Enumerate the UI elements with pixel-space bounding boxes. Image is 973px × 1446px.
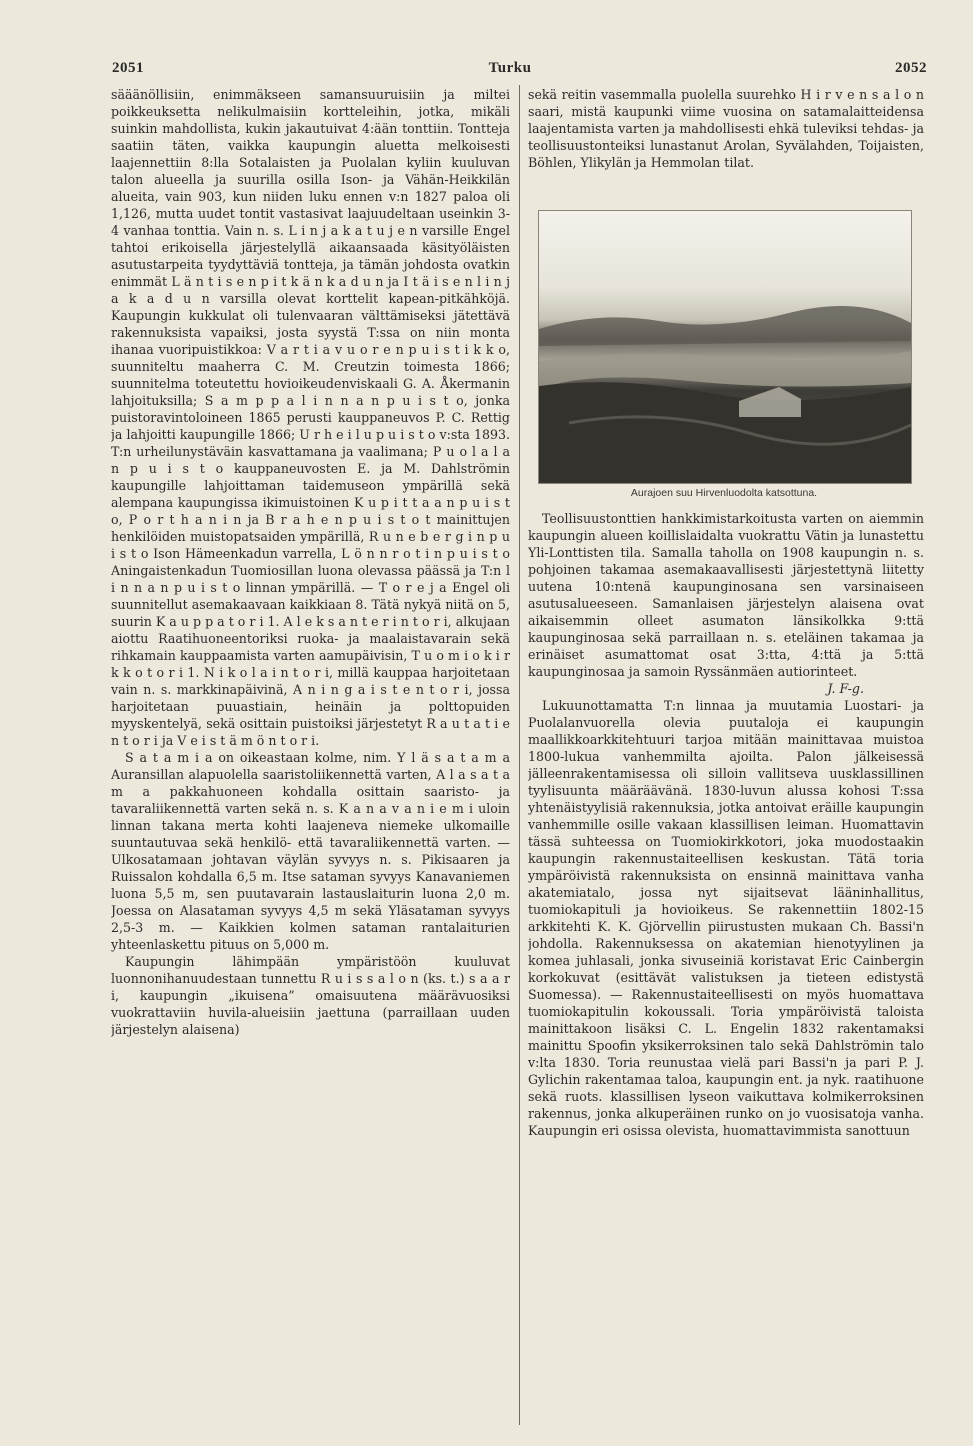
right-column-top <box>528 86 924 206</box>
right-column-bottom <box>528 510 924 1430</box>
paragraph: S a t a m i a on oikeastaan kolme, nim. Y l ä s a t a m a Auransillan alapuolella saaristoliikennettä varten, A l a s a t a m a pakkahuoneen kohdalla osittain saaristo- ja tavaraliikennettä varten sekä n. s. K a n a v a n i e m i uloin linnan takana merta kohti laajeneva niemeke ulkomaille suuntautuvaa sekä henkilö- että tavaraliikennettä varten. — Ulkosatamaan johtavan väylän syvyys n. s. Pikisaaren ja Ruissalon kohdalla 6,5 m. Itse sataman syvyys Kanavaniemen luona 5,5 m, sen puutavarain lastauslaiturin luona 2,0 m. Joessa on Alasataman syvyys 4,5 m sekä Yläsataman syvyys 2,5-3 m. — Kaikkien kolmen sataman rantalaiturien yhteenlaskettu pituus on 5,000 m. <box>111 750 510 952</box>
left-column <box>111 86 510 1432</box>
author-signature: J. F-g. <box>827 681 864 696</box>
paragraph: Teollisuustonttien hankkimistarkoitusta varten on aiemmin kaupungin alueen koillislaidalta vuokrattu Vätin ja lunastettu Yli-Lonttisten tila. Samalla taholla on 1908 kaupungin n. s. pohjoinen takamaa asemakaavallisesti järjestettynä liitetty uutena 10:ntenä kaupunginosana sen varsinaiseen asutusalueeseen. Samanlaisen järjestelyn alaisena ovat aikaisemmin olleet asumaton länsikolkka 9:ttä kaupunginosaa sekä parraillaan n. s. eteläinen takamaa ja erinäiset asumattomat osat 3:tta, 4:ttä ja 5:ttä kaupunginosaa ja samoin Ryssänmäen autiorinteet. <box>528 511 924 679</box>
river-mouth-photo <box>538 210 912 484</box>
paragraph: sääänöllisiin, enimmäkseen samansuuruisiin ja miltei poikkeuksetta nelikulmaisiin kortteleihin, jotka, mikäli suinkin mahdollista, kukin jakautuivat 4:ään tonttiin. Tontteja saatiin täten, vaikka kaupungin aluetta melkoisesti laajennettiin 8:lla Sotalaisten ja Puolalan kyliin kuuluvan talon alueella ja suurilla osilla Ison- ja Vähän-Heikkilän alueita, vain 903, kun niiden luku ennen v:n 1827 paloa oli 1,126, mutta uudet tontit vastasivat laajuudeltaan useinkin 3-4 vanhaa tonttia. Vain n. s. L i n j a k a t u j e n varsille Engel tahtoi erikoisella järjestelyllä aikaansaada käsityöläisten asutustarpeita tyydyttäviä tontteja, ja tämän johdosta ovatkin enimmät L ä n t i s e n p i t k ä n k a d u n ja I t ä i s e n l i n j a k a d u n varsilla olevat korttelit kapean-pitkähköjä. Kaupungin kukkulat oli tulenvaaran välttämiseksi jätettävä rakennuksista vapaiksi, josta syystä T:ssa on niin monta ihanaa vuoripuistikkoa: V a r t i a v u o r e n p u i s t i k k o, suunniteltu maaherra C. M. Creutzin toimesta 1866; suunnitelma toteutettu hovioikeudenviskaali G. A. Åkermanin lahjoituksilla; S a m p p a l i n n a n p u i s t o, jonka puistoravintoloineen 1865 perusti kauppaneuvos P. C. Rettig ja lahjoitti kaupungille 1866; U r h e i l u p u i s t o v:sta 1893. T:n urheilunystäväin kasvattamana ja vaalimana; P u o l a l a n p u i s t o kauppaneuvosten E. ja M. Dahlströmin kaupungille lahjoittaman taidemuseon ympärillä sekä alempana kaupungissa ikimuistoinen K u p i t t a a n p u i s t o, P o r t h a n i n ja B r a h e n p u i s t o t mainittujen henkilöiden muistopatsaiden ympärillä, R u n e b e r g i n p u i s t o Ison Hämeenkadun varrella, L ö n n r o t i n p u i s t o Aningaistenkadun Tuomiosillan luona olevassa päässä ja T:n l i n n a n p u i s t o linnan ympärillä. — T o r e j a Engel oli suunnitellut asemakaavaan kaikkiaan 8. Tätä nykyä niitä on 5, suurin K a u p p a t o r i 1. A l e k s a n t e r i n t o r i, alkujaan aiottu Raatihuoneentoriksi ruoka- ja maalaistavarain sekä rihkamain kauppaamista varten aamupäivisin, T u o m i o k i r k k o t o r i 1. N i k o l a i n t o r i, millä kauppaa harjoitetaan vain n. s. markkinapäivinä, A n i n g a i s t e n t o r i, jossa harjoitetaan puuastiain, heinäin ja polttopuiden myyskentelyä, sekä osittain puistoiksi järjestetyt R a u t a t i e n t o r i ja V e i s t ä m ö n t o r i. <box>111 87 510 748</box>
photo-caption: Aurajoen suu Hirvenluodolta katsottuna. <box>630 487 818 499</box>
page-title: Turku <box>488 60 532 76</box>
page-number-left: 2051 <box>112 60 144 76</box>
column-divider <box>519 85 520 1425</box>
paragraph: Kaupungin lähimpään ympäristöön kuuluvat luonnonihanuudestaan tunnettu R u i s s a l o n (ks. t.) s a a r i, kaupungin „ikuisena” omaisuutena määrävuosiksi vuokrattaviin huvila-alueisiin jaettuna (parraillaan uuden järjestelyn alaisena) <box>111 954 510 1037</box>
paragraph: Lukuunottamatta T:n linnaa ja muutamia Luostari- ja Puolalanvuorella olevia puutaloja ei kaupungin maallikkoarkkitehtuuri tarjoa mitään mainittavaa muistoa 1800-lukua vanhemmilta ajoilta. Palon jälkeisessä jälleenrakentamisessa oli silloin vallitseva uusklassillinen tyylisuunta määräävänä. 1830-luvun alussa kohosi T:ssa yhtenäistyylisiä rakennuksia, jotka antoivat eräille kaupungin vanhemmille osille vakaan klassillisen leiman. Huomattavin tässä suhteessa on Tuomiokirkkotori, joka muodostaakin kaupungin rakennustaiteellisen keskustan. Tätä toria ympäröivistä rakennuksista on ensinnä mainittava vanha akatemiatalo, jossa nyt sijaitsevat lääninhallitus, tuomiokapituli ja hovioikeus. Se rakennettiin 1802-15 arkkitehti K. K. Gjörvellin piirustusten mukaan Ch. Bassi'n johdolla. Rakennuksessa on akatemian hienotyylinen ja komea juhlasali, jonka sivuseiniä koristavat Eric Cainbergin korkokuvat (esittävät valistuksen ja tieteen edistystä Suomessa). — Rakennustaiteellisesti on myös huomattava tuomiokapitulin kokoussali. Toria ympäröivistä taloista mainittakoon lisäksi C. L. Engelin 1832 rakentamaksi mainittu Spoofin yksikerroksinen talo sekä Dahlströmin talo v:lta 1830. Toria reunustaa vielä pari Bassi'n ja pari P. J. Gylichin rakentamaa taloa, kaupungin ent. ja nyk. raatihuone sekä ruots. klassillisen lyseon vaikuttava kolmikerroksinen rakennus, jonka alkuperäinen runko on jo vuosisatoja vanha. Kaupungin eri osissa olevista, huomattavimmista sanottuun <box>528 698 924 1138</box>
page-number-right: 2052 <box>895 60 927 76</box>
landscape-image <box>539 211 911 483</box>
paragraph: sekä reitin vasemmalla puolella suurehko H i r v e n s a l o n saari, mistä kaupunki viime vuosina on satamalaitteidensa laajentamista varten ja mahdollisesti ehkä tuleviksi tehdas- ja teollisuustonteiksi lunastanut Arolan, Syvälahden, Toijaisten, Böhlen, Ylikylän ja Hemmolan tilat. <box>528 87 924 170</box>
